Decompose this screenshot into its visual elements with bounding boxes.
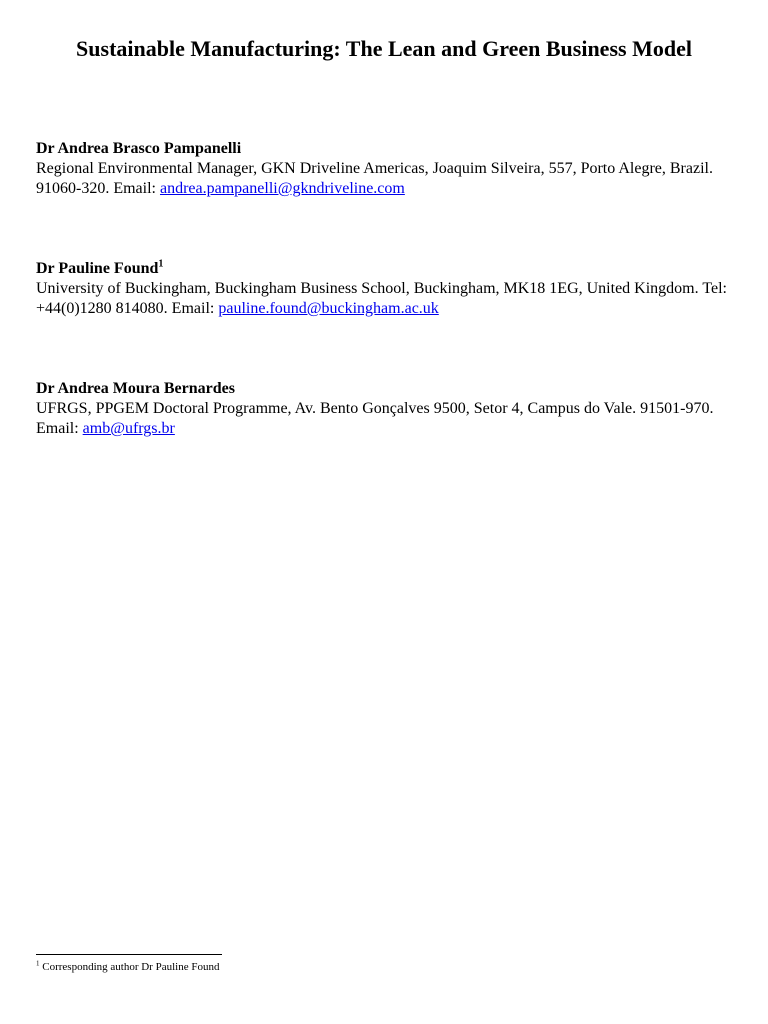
- footnote-mark[interactable]: 1: [158, 258, 164, 270]
- footnote: [36, 960, 219, 974]
- author-name: [36, 139, 736, 159]
- email-link[interactable]: andrea.pampanelli@gkndriveline.com: [159, 180, 405, 197]
- author-block-bernardes: [36, 379, 736, 439]
- author-name-text: Dr Pauline Found: [36, 260, 159, 277]
- author-affiliation: [36, 399, 736, 439]
- email-link[interactable]: amb@ufrgs.br: [82, 420, 175, 437]
- author-name: [36, 379, 736, 399]
- author-affiliation: [36, 159, 736, 199]
- author-name-text: Dr Andrea Brasco Pampanelli: [36, 140, 242, 157]
- email-link[interactable]: pauline.found@buckingham.ac.uk: [218, 300, 439, 317]
- author-name: [36, 259, 736, 279]
- affiliation-text: UFRGS, PPGEM Doctoral Programme, Av. Bento Gonçalves 9500, Setor 4, Campus do Vale. 91501-970. Email:: [36, 400, 714, 437]
- affiliation-text: Regional Environmental Manager, GKN Driveline Americas, Joaquim Silveira, 557, Porto Alegre, Brazil. 91060-320. Email:: [36, 160, 713, 197]
- footnote-number: 1: [36, 959, 40, 968]
- footnote-divider: [36, 954, 222, 955]
- author-affiliation: [36, 279, 736, 319]
- footnote-text: Corresponding author Dr Pauline Found: [39, 961, 220, 973]
- author-block-pampanelli: [36, 139, 736, 199]
- author-block-found: [36, 259, 736, 319]
- paper-title: Sustainable Manufacturing: The Lean and Green Business Model: [76, 36, 692, 61]
- affiliation-text: University of Buckingham, Buckingham Business School, Buckingham, MK18 1EG, United Kingdom. Tel: +44(0)1280 814080. Email:: [36, 280, 727, 317]
- author-name-text: Dr Andrea Moura Bernardes: [36, 380, 235, 397]
